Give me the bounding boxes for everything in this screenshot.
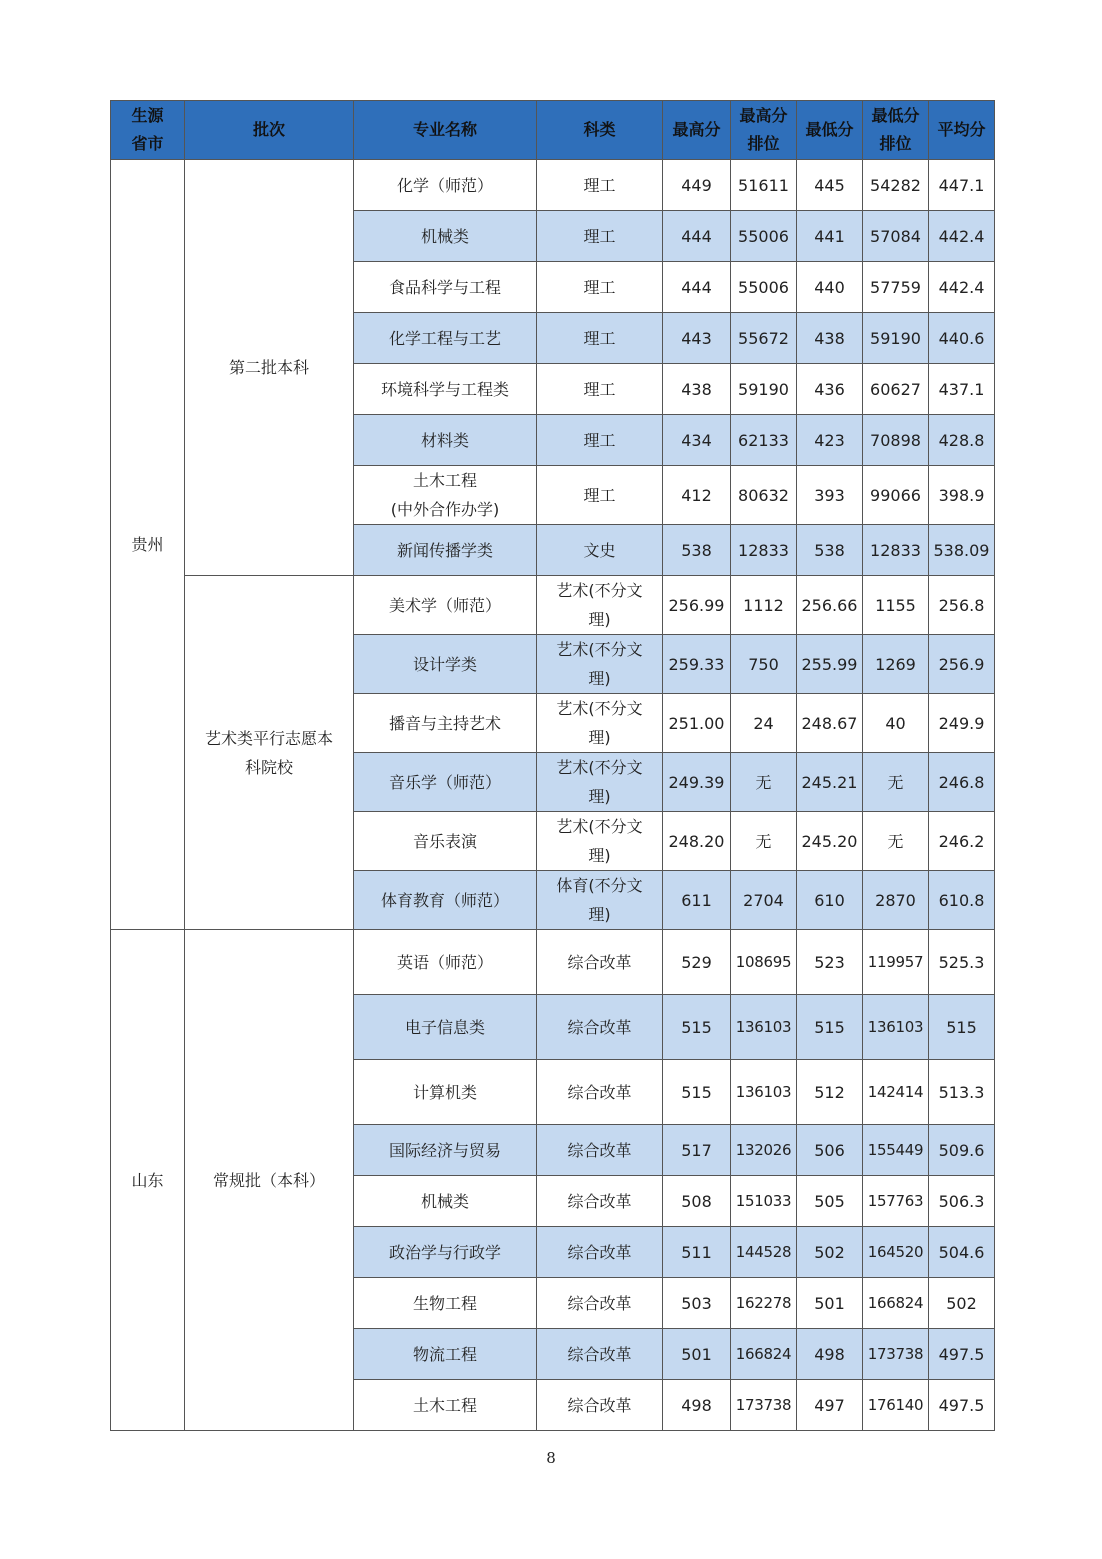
category-cell: 艺术(不分文 理) — [537, 753, 663, 812]
min-rank-cell: 40 — [863, 694, 929, 753]
min-score-cell: 505 — [797, 1176, 863, 1227]
min-score-cell: 248.67 — [797, 694, 863, 753]
min-score-cell: 441 — [797, 211, 863, 262]
min-score-cell: 498 — [797, 1329, 863, 1380]
major-cell: 土木工程 — [354, 1380, 537, 1431]
batch-cell: 第二批本科 — [185, 160, 354, 576]
avg-score-cell: 525.3 — [929, 930, 995, 995]
header-province: 生源 省市 — [111, 101, 185, 160]
major-cell: 材料类 — [354, 415, 537, 466]
table-row — [111, 576, 995, 635]
major-cell: 新闻传播学类 — [354, 525, 537, 576]
major-cell: 土木工程 (中外合作办学) — [354, 466, 537, 525]
category-cell: 综合改革 — [537, 1227, 663, 1278]
min-score-cell: 438 — [797, 313, 863, 364]
max-rank-cell: 59190 — [731, 364, 797, 415]
max-rank-cell: 无 — [731, 812, 797, 871]
major-cell: 政治学与行政学 — [354, 1227, 537, 1278]
category-cell: 综合改革 — [537, 1380, 663, 1431]
major-cell: 体育教育（师范） — [354, 871, 537, 930]
min-rank-cell: 1155 — [863, 576, 929, 635]
max-score-cell: 256.99 — [663, 576, 731, 635]
header-major: 专业名称 — [354, 101, 537, 160]
major-cell: 生物工程 — [354, 1278, 537, 1329]
max-rank-cell: 12833 — [731, 525, 797, 576]
max-score-cell: 529 — [663, 930, 731, 995]
category-cell: 综合改革 — [537, 1329, 663, 1380]
min-score-cell: 436 — [797, 364, 863, 415]
max-rank-cell: 80632 — [731, 466, 797, 525]
avg-score-cell: 502 — [929, 1278, 995, 1329]
header-max-score: 最高分 — [663, 101, 731, 160]
category-cell: 综合改革 — [537, 1176, 663, 1227]
max-score-cell: 434 — [663, 415, 731, 466]
category-cell: 综合改革 — [537, 1060, 663, 1125]
max-score-cell: 501 — [663, 1329, 731, 1380]
min-rank-cell: 176140 — [863, 1380, 929, 1431]
min-score-cell: 245.21 — [797, 753, 863, 812]
min-score-cell: 393 — [797, 466, 863, 525]
min-score-cell: 256.66 — [797, 576, 863, 635]
max-score-cell: 251.00 — [663, 694, 731, 753]
major-cell: 机械类 — [354, 211, 537, 262]
major-cell: 音乐学（师范） — [354, 753, 537, 812]
min-rank-cell: 70898 — [863, 415, 929, 466]
header-max-rank: 最高分 排位 — [731, 101, 797, 160]
max-score-cell: 438 — [663, 364, 731, 415]
table-body — [111, 160, 995, 1431]
min-score-cell: 245.20 — [797, 812, 863, 871]
avg-score-cell: 442.4 — [929, 211, 995, 262]
max-rank-cell: 144528 — [731, 1227, 797, 1278]
major-cell: 化学（师范） — [354, 160, 537, 211]
category-cell: 艺术(不分文 理) — [537, 635, 663, 694]
category-cell: 综合改革 — [537, 930, 663, 995]
max-score-cell: 515 — [663, 1060, 731, 1125]
min-rank-cell: 59190 — [863, 313, 929, 364]
max-rank-cell: 162278 — [731, 1278, 797, 1329]
admission-score-table — [110, 100, 995, 1431]
max-score-cell: 511 — [663, 1227, 731, 1278]
min-score-cell: 512 — [797, 1060, 863, 1125]
max-rank-cell: 51611 — [731, 160, 797, 211]
major-cell: 播音与主持艺术 — [354, 694, 537, 753]
min-score-cell: 506 — [797, 1125, 863, 1176]
avg-score-cell: 515 — [929, 995, 995, 1060]
max-rank-cell: 55672 — [731, 313, 797, 364]
min-score-cell: 523 — [797, 930, 863, 995]
max-score-cell: 515 — [663, 995, 731, 1060]
category-cell: 综合改革 — [537, 1278, 663, 1329]
max-rank-cell: 151033 — [731, 1176, 797, 1227]
avg-score-cell: 246.2 — [929, 812, 995, 871]
avg-score-cell: 398.9 — [929, 466, 995, 525]
avg-score-cell: 440.6 — [929, 313, 995, 364]
max-score-cell: 259.33 — [663, 635, 731, 694]
max-score-cell: 517 — [663, 1125, 731, 1176]
min-rank-cell: 57084 — [863, 211, 929, 262]
category-cell: 理工 — [537, 313, 663, 364]
min-rank-cell: 173738 — [863, 1329, 929, 1380]
category-cell: 综合改革 — [537, 1125, 663, 1176]
major-cell: 化学工程与工艺 — [354, 313, 537, 364]
major-cell: 音乐表演 — [354, 812, 537, 871]
max-rank-cell: 1112 — [731, 576, 797, 635]
major-cell: 设计学类 — [354, 635, 537, 694]
min-rank-cell: 136103 — [863, 995, 929, 1060]
table-row — [111, 930, 995, 995]
max-rank-cell: 173738 — [731, 1380, 797, 1431]
min-rank-cell: 54282 — [863, 160, 929, 211]
header-min-rank: 最低分 排位 — [863, 101, 929, 160]
category-cell: 理工 — [537, 415, 663, 466]
province-cell: 贵州 — [111, 160, 185, 930]
avg-score-cell: 447.1 — [929, 160, 995, 211]
max-score-cell: 412 — [663, 466, 731, 525]
major-cell: 物流工程 — [354, 1329, 537, 1380]
min-rank-cell: 157763 — [863, 1176, 929, 1227]
major-cell: 美术学（师范） — [354, 576, 537, 635]
avg-score-cell: 497.5 — [929, 1329, 995, 1380]
min-score-cell: 538 — [797, 525, 863, 576]
category-cell: 艺术(不分文 理) — [537, 694, 663, 753]
avg-score-cell: 610.8 — [929, 871, 995, 930]
max-rank-cell: 2704 — [731, 871, 797, 930]
min-score-cell: 610 — [797, 871, 863, 930]
max-rank-cell: 132026 — [731, 1125, 797, 1176]
min-score-cell: 502 — [797, 1227, 863, 1278]
major-cell: 食品科学与工程 — [354, 262, 537, 313]
avg-score-cell: 249.9 — [929, 694, 995, 753]
max-rank-cell: 166824 — [731, 1329, 797, 1380]
max-rank-cell: 55006 — [731, 211, 797, 262]
header-avg-score: 平均分 — [929, 101, 995, 160]
min-rank-cell: 1269 — [863, 635, 929, 694]
min-score-cell: 497 — [797, 1380, 863, 1431]
avg-score-cell: 256.8 — [929, 576, 995, 635]
min-rank-cell: 无 — [863, 812, 929, 871]
min-rank-cell: 2870 — [863, 871, 929, 930]
max-score-cell: 249.39 — [663, 753, 731, 812]
category-cell: 理工 — [537, 262, 663, 313]
min-rank-cell: 155449 — [863, 1125, 929, 1176]
header-min-score: 最低分 — [797, 101, 863, 160]
avg-score-cell: 497.5 — [929, 1380, 995, 1431]
category-cell: 文史 — [537, 525, 663, 576]
min-score-cell: 445 — [797, 160, 863, 211]
max-rank-cell: 24 — [731, 694, 797, 753]
avg-score-cell: 506.3 — [929, 1176, 995, 1227]
header-batch: 批次 — [185, 101, 354, 160]
max-rank-cell: 无 — [731, 753, 797, 812]
avg-score-cell: 428.8 — [929, 415, 995, 466]
max-rank-cell: 136103 — [731, 1060, 797, 1125]
category-cell: 艺术(不分文 理) — [537, 576, 663, 635]
major-cell: 环境科学与工程类 — [354, 364, 537, 415]
min-rank-cell: 166824 — [863, 1278, 929, 1329]
min-score-cell: 423 — [797, 415, 863, 466]
min-rank-cell: 无 — [863, 753, 929, 812]
min-rank-cell: 142414 — [863, 1060, 929, 1125]
table-row — [111, 160, 995, 211]
max-rank-cell: 62133 — [731, 415, 797, 466]
min-rank-cell: 12833 — [863, 525, 929, 576]
max-rank-cell: 136103 — [731, 995, 797, 1060]
category-cell: 理工 — [537, 466, 663, 525]
min-rank-cell: 99066 — [863, 466, 929, 525]
max-rank-cell: 750 — [731, 635, 797, 694]
avg-score-cell: 256.9 — [929, 635, 995, 694]
max-rank-cell: 108695 — [731, 930, 797, 995]
max-score-cell: 449 — [663, 160, 731, 211]
min-score-cell: 515 — [797, 995, 863, 1060]
max-score-cell: 444 — [663, 262, 731, 313]
min-rank-cell: 60627 — [863, 364, 929, 415]
province-cell: 山东 — [111, 930, 185, 1431]
category-cell: 理工 — [537, 211, 663, 262]
major-cell: 国际经济与贸易 — [354, 1125, 537, 1176]
max-score-cell: 443 — [663, 313, 731, 364]
max-score-cell: 444 — [663, 211, 731, 262]
table-header-row — [111, 101, 995, 160]
major-cell: 电子信息类 — [354, 995, 537, 1060]
max-score-cell: 611 — [663, 871, 731, 930]
min-rank-cell: 164520 — [863, 1227, 929, 1278]
min-score-cell: 255.99 — [797, 635, 863, 694]
category-cell: 综合改革 — [537, 995, 663, 1060]
category-cell: 理工 — [537, 160, 663, 211]
avg-score-cell: 509.6 — [929, 1125, 995, 1176]
max-score-cell: 508 — [663, 1176, 731, 1227]
major-cell: 英语（师范） — [354, 930, 537, 995]
major-cell: 计算机类 — [354, 1060, 537, 1125]
category-cell: 艺术(不分文 理) — [537, 812, 663, 871]
avg-score-cell: 246.8 — [929, 753, 995, 812]
min-score-cell: 501 — [797, 1278, 863, 1329]
major-cell: 机械类 — [354, 1176, 537, 1227]
max-score-cell: 498 — [663, 1380, 731, 1431]
page-number: 8 — [546, 1449, 556, 1467]
max-score-cell: 538 — [663, 525, 731, 576]
min-score-cell: 440 — [797, 262, 863, 313]
category-cell: 理工 — [537, 364, 663, 415]
avg-score-cell: 538.09 — [929, 525, 995, 576]
batch-cell: 艺术类平行志愿本 科院校 — [185, 576, 354, 930]
min-rank-cell: 57759 — [863, 262, 929, 313]
max-score-cell: 503 — [663, 1278, 731, 1329]
category-cell: 体育(不分文 理) — [537, 871, 663, 930]
batch-cell: 常规批（本科） — [185, 930, 354, 1431]
max-rank-cell: 55006 — [731, 262, 797, 313]
admission-score-table-container — [110, 100, 994, 1431]
avg-score-cell: 513.3 — [929, 1060, 995, 1125]
avg-score-cell: 504.6 — [929, 1227, 995, 1278]
avg-score-cell: 437.1 — [929, 364, 995, 415]
header-category: 科类 — [537, 101, 663, 160]
avg-score-cell: 442.4 — [929, 262, 995, 313]
max-score-cell: 248.20 — [663, 812, 731, 871]
min-rank-cell: 119957 — [863, 930, 929, 995]
